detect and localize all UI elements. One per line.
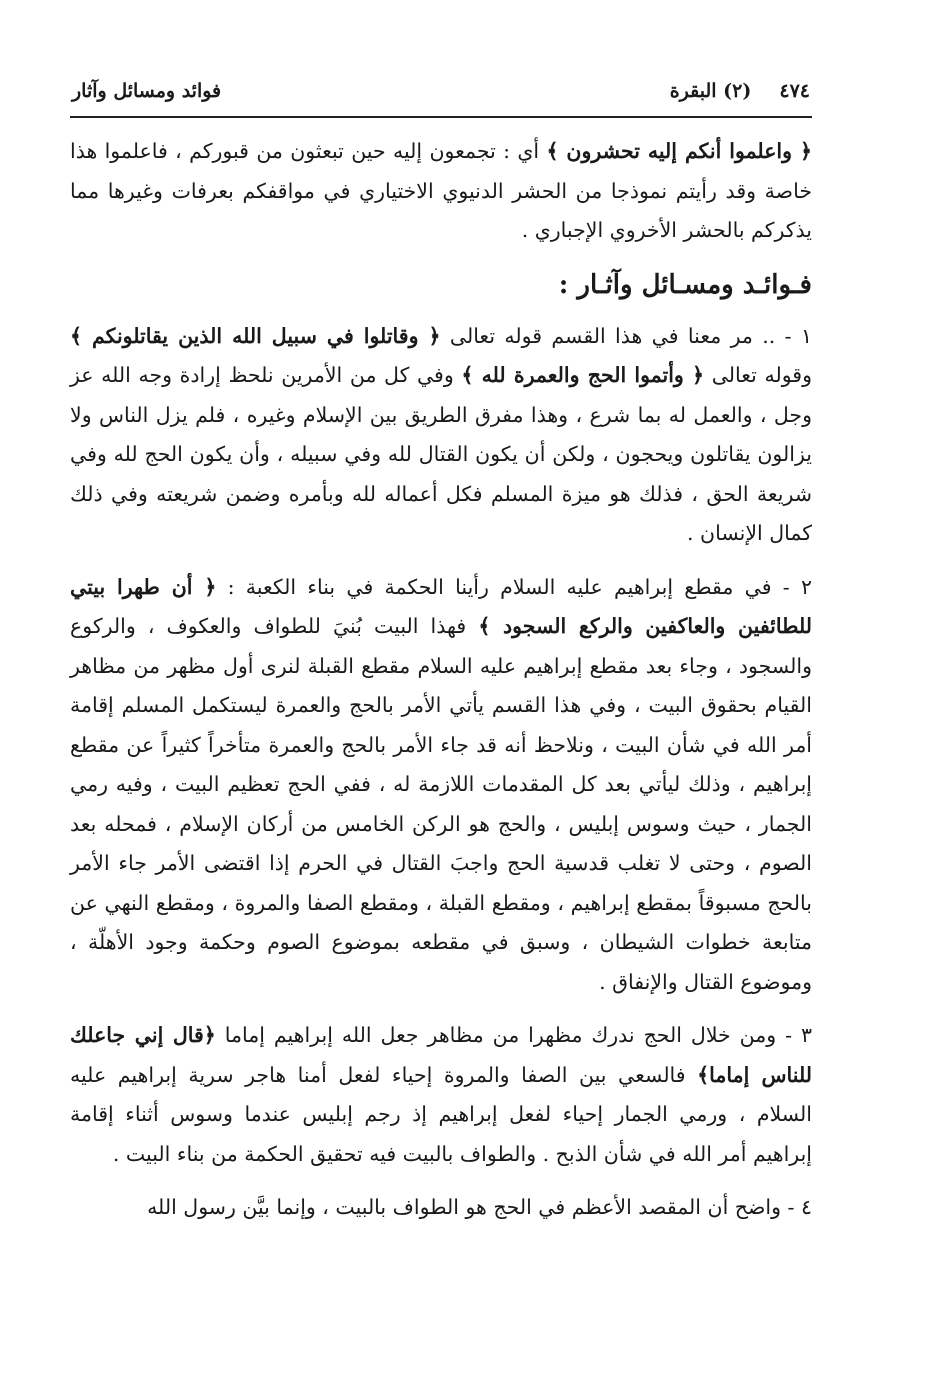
point-text: ٣ - ومن خلال الحج ندرك مظهرا من مظاهر جعل الله إبراهيم إماما xyxy=(215,1023,812,1047)
quran-quote: ﴿قال إني جاعلك للناس إماما﴾ xyxy=(70,1023,812,1087)
point-2 xyxy=(70,568,812,1003)
point-text: ١ - .. مر معنا في هذا القسم قوله تعالى xyxy=(440,323,812,348)
quran-quote: ﴿ وقاتلوا في سبيل الله الذين يقاتلونكم ﴾ xyxy=(70,323,441,348)
point-text: وقوله تعالى xyxy=(704,363,813,387)
point-text: وفي كل من الأمرين نلحظ إرادة وجه الله عز وجل ، والعمل له بما شرع ، وهذا مفرق الطريق بين الإسلام وغيره ، فلم يزل الناس ولا يزالون يقاتلون ويحجون ، ولكن أن يكون القتال لله وفي سبيله ، وأن يكون الحج لله وفي شريعة الحق ، فذلك هو ميزة المسلم فكل أعماله لله وبأمره وضمن شريعته وفي ذلك كمال الإنسان . xyxy=(70,363,812,545)
quran-quote: ﴿ وأتموا الحج والعمرة لله ﴾ xyxy=(461,363,705,387)
point-text: ٤ - واضح أن المقصد الأعظم في الحج هو الطواف بالبيت ، وإنما بيَّن رسول الله xyxy=(147,1195,812,1219)
point-text: ٢ - في مقطع إبراهيم عليه السلام رأينا الحكمة في بناء الكعبة : xyxy=(216,574,812,599)
page-header xyxy=(70,80,812,114)
book-page xyxy=(70,80,812,1228)
page-number: ٤٧٤ xyxy=(779,80,810,102)
section-title: فوائد ومسائل وآثار xyxy=(72,80,222,102)
surah-name: (٢) البقرة xyxy=(669,80,752,102)
quran-quote: ﴿ أن طهرا بيتي للطائفين والعاكفين والركع السجود ﴾ xyxy=(70,574,812,638)
header-rule xyxy=(70,116,812,118)
point-text: فهذا البيت بُنيَ للطواف والعكوف ، والركوع والسجود ، وجاء بعد مقطع إبراهيم عليه السلام مقطع القبلة لنرى أول مظهر من مظاهر القيام بحقوق البيت ، وفي هذا القسم يأتي الأمر بالحج والعمرة ليستكمل المسلم إقامة أمر الله في شأن البيت ، ونلاحظ أنه قد جاء الأمر بالحج والعمرة متأخراً كثيراً عن مقطع إبراهيم ، وذلك ليأتي بعد كل المقدمات اللازمة له ، ففي الحج تعظيم البيت ، وفيه رمي الجمار ، حيث وسوس إبليس ، والحج هو الركن الخامس من أركان الإسلام ، فمحله بعد الصوم ، وحتى لا تغلب قدسية الحج واجبَ القتال في الحرم إذا اقتضى الأمر جاء الأمر بالحج مسبوقاً بمقطع إبراهيم ، ومقطع القبلة ، ومقطع الصفا والمروة ، ومقطع النهي عن متابعة خطوات الشيطان ، وسبق في مقطعه بموضوع الصوم وحكمة وجود الأهلّة ، وموضوع القتال والإنفاق . xyxy=(70,614,812,994)
header-right xyxy=(670,80,810,102)
intro-paragraph xyxy=(70,132,812,251)
point-text: فالسعي بين الصفا والمروة إحياء لفعل أمنا هاجر سرية إبراهيم عليه السلام ، ورمي الجمار إحياء لفعل إبراهيم إذ رجم إبليس عندما وسوس أثناء إقامة إبراهيم أمر الله في شأن الذبح . والطواف بالبيت فيه تحقيق الحكمة من بناء البيت . xyxy=(70,1062,812,1166)
quran-quote: ﴿ واعلموا أنكم إليه تحشرون ﴾ xyxy=(546,139,812,163)
section-heading: فـوائـد ومسـائل وآثـار : xyxy=(558,269,812,300)
point-4 xyxy=(70,1188,812,1228)
point-3 xyxy=(70,1016,812,1174)
paragraph-text: أي : تجمعون إليه حين تبعثون من قبوركم ، فاعلموا هذا خاصة وقد رأيتم نموذجا من الحشر الدنيوي الاختياري في مواقفكم بعرفات وغيرها مما يذكركم بالحشر الأخروي الإجباري . xyxy=(70,139,812,242)
point-1 xyxy=(70,317,812,554)
